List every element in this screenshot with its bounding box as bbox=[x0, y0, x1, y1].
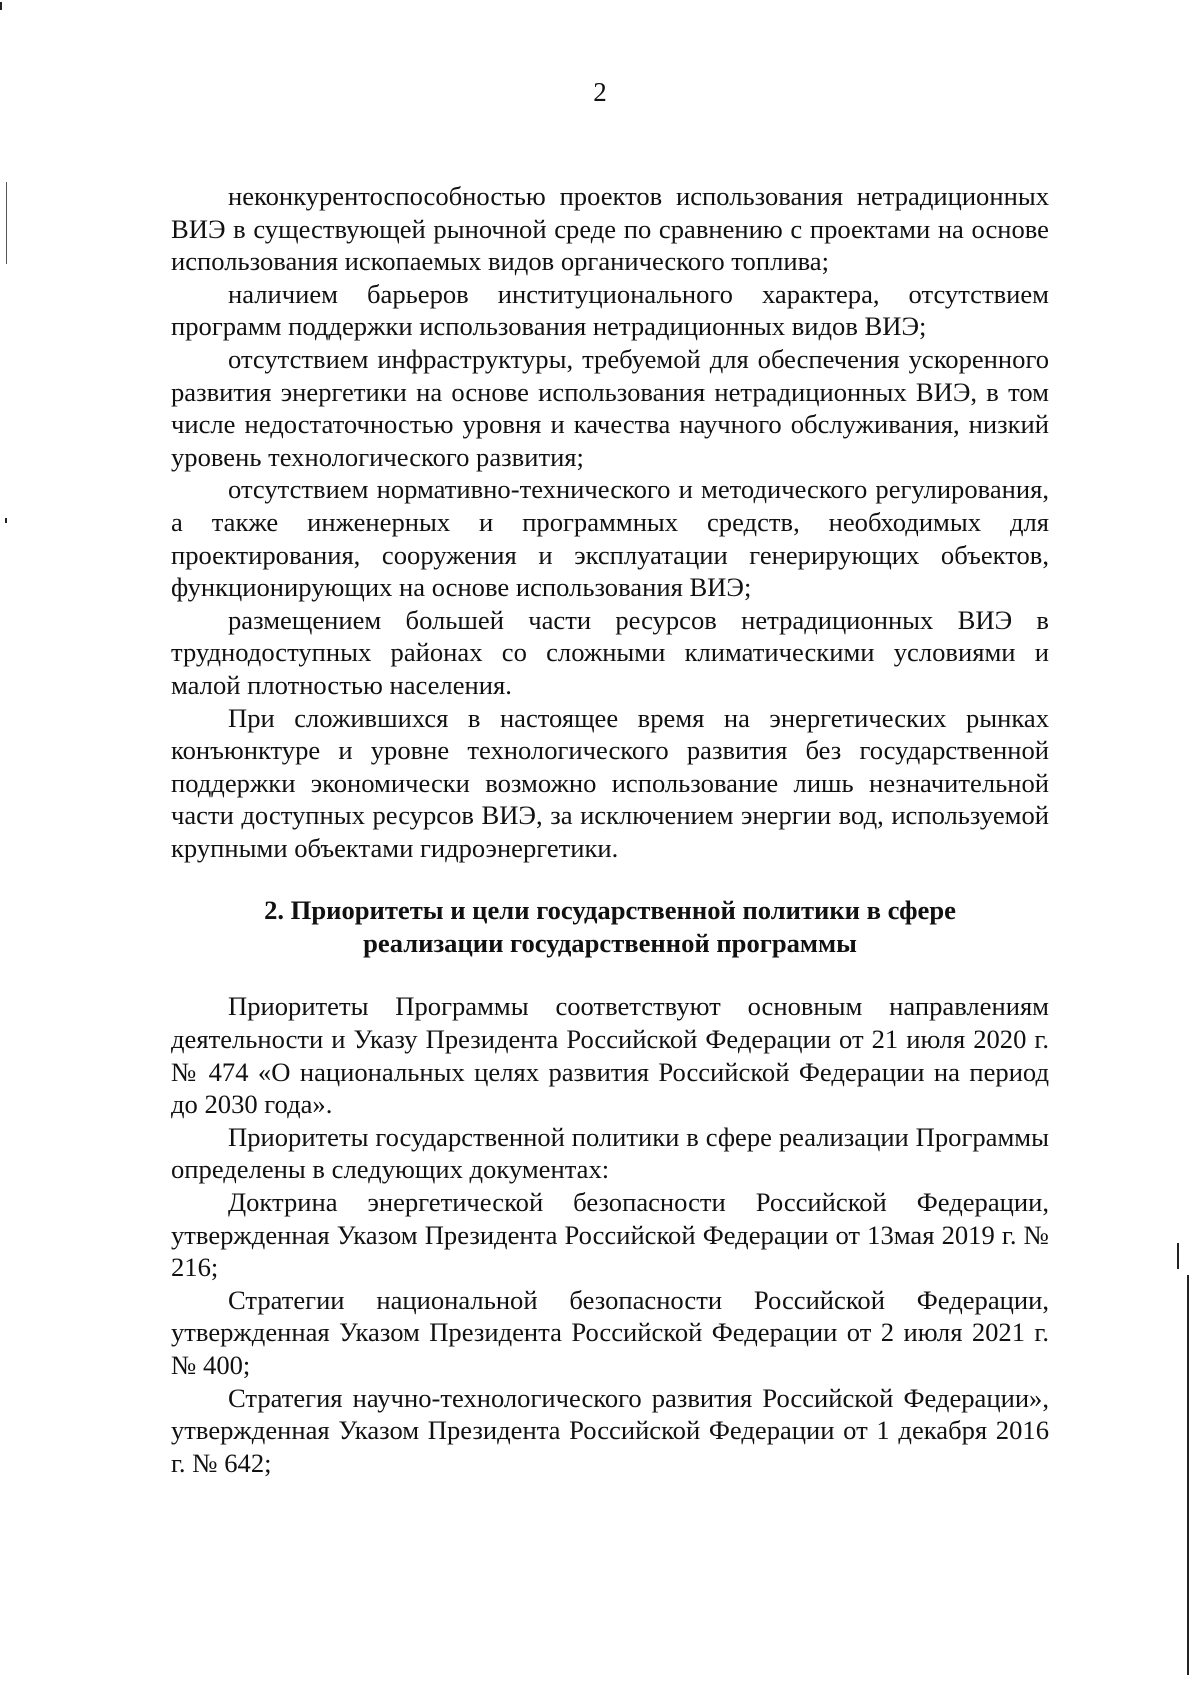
scan-mark-left-dot bbox=[5, 518, 7, 523]
paragraph: Доктрина энергетической безопасности Российской Федерации, утвержденная Указом Президента Российской Федерации от 13мая 2019 г. № 216; bbox=[171, 1187, 1049, 1283]
section-heading-line-1: 2. Приоритеты и цели государственной политики в сфере bbox=[264, 895, 956, 926]
paragraph: неконкурентоспособностью проектов использования нетрадиционных ВИЭ в существующей рыночной среде по сравнению с проектами на основе использования ископаемых видов органического топлива; bbox=[171, 181, 1049, 277]
section-heading bbox=[171, 894, 1049, 960]
paragraph: размещением большей части ресурсов нетрадиционных ВИЭ в труднодоступных районах со сложными климатическими условиями и малой плотностью населения. bbox=[171, 604, 1049, 700]
document-body bbox=[171, 180, 1049, 1479]
paragraph: При сложившихся в настоящее время на энергетических рынках конъюнктуре и уровне технологического развития без государственной поддержки экономически возможно использование лишь незначительной части доступных ресурсов ВИЭ, за исключением энергии вод, используемой крупными объектами гидроэнергетики. bbox=[171, 702, 1049, 863]
paragraph: отсутствием нормативно-технического и методического регулирования, а также инженерных и программных средств, необходимых для проектирования, сооружения и эксплуатации генерирующих объектов, функционирующих на основе использования ВИЭ; bbox=[171, 474, 1049, 603]
paragraph: отсутствием инфраструктуры, требуемой для обеспечения ускоренного развития энергетики на основе использования нетрадиционных ВИЭ, в том числе недостаточностью уровня и качества научного обслуживания, низкий уровень технологического развития; bbox=[171, 343, 1049, 472]
section-heading-line-2: реализации государственной программы bbox=[363, 928, 857, 959]
paragraph: Приоритеты Программы соответствуют основным направлениям деятельности и Указу Президента Российской Федерации от 21 июля 2020 г. № 474 «О национальных целях развития Российской Федерации на период до 2030 года». bbox=[171, 991, 1049, 1120]
scan-mark-right-lower-1 bbox=[1177, 1243, 1179, 1269]
paragraph: Стратегия научно-технологического развития Российской Федерации», утвержденная Указом Президента Российской Федерации от 1 декабря 2016 г. № 642; bbox=[171, 1382, 1049, 1478]
paragraph: Стратегии национальной безопасности Российской Федерации, утвержденная Указом Президента Российской Федерации от 2 июля 2021 г. № 400; bbox=[171, 1284, 1049, 1380]
scan-mark-left-top bbox=[0, 2, 2, 10]
paragraph: наличием барьеров институционального характера, отсутствием программ поддержки использования нетрадиционных видов ВИЭ; bbox=[171, 278, 1049, 342]
scan-mark-right-lower-2 bbox=[1187, 1275, 1189, 1675]
scan-mark-left-middle bbox=[6, 182, 7, 264]
page-number: 2 bbox=[593, 77, 607, 107]
paragraph: Приоритеты государственной политики в сфере реализации Программы определены в следующих документах: bbox=[171, 1121, 1049, 1185]
